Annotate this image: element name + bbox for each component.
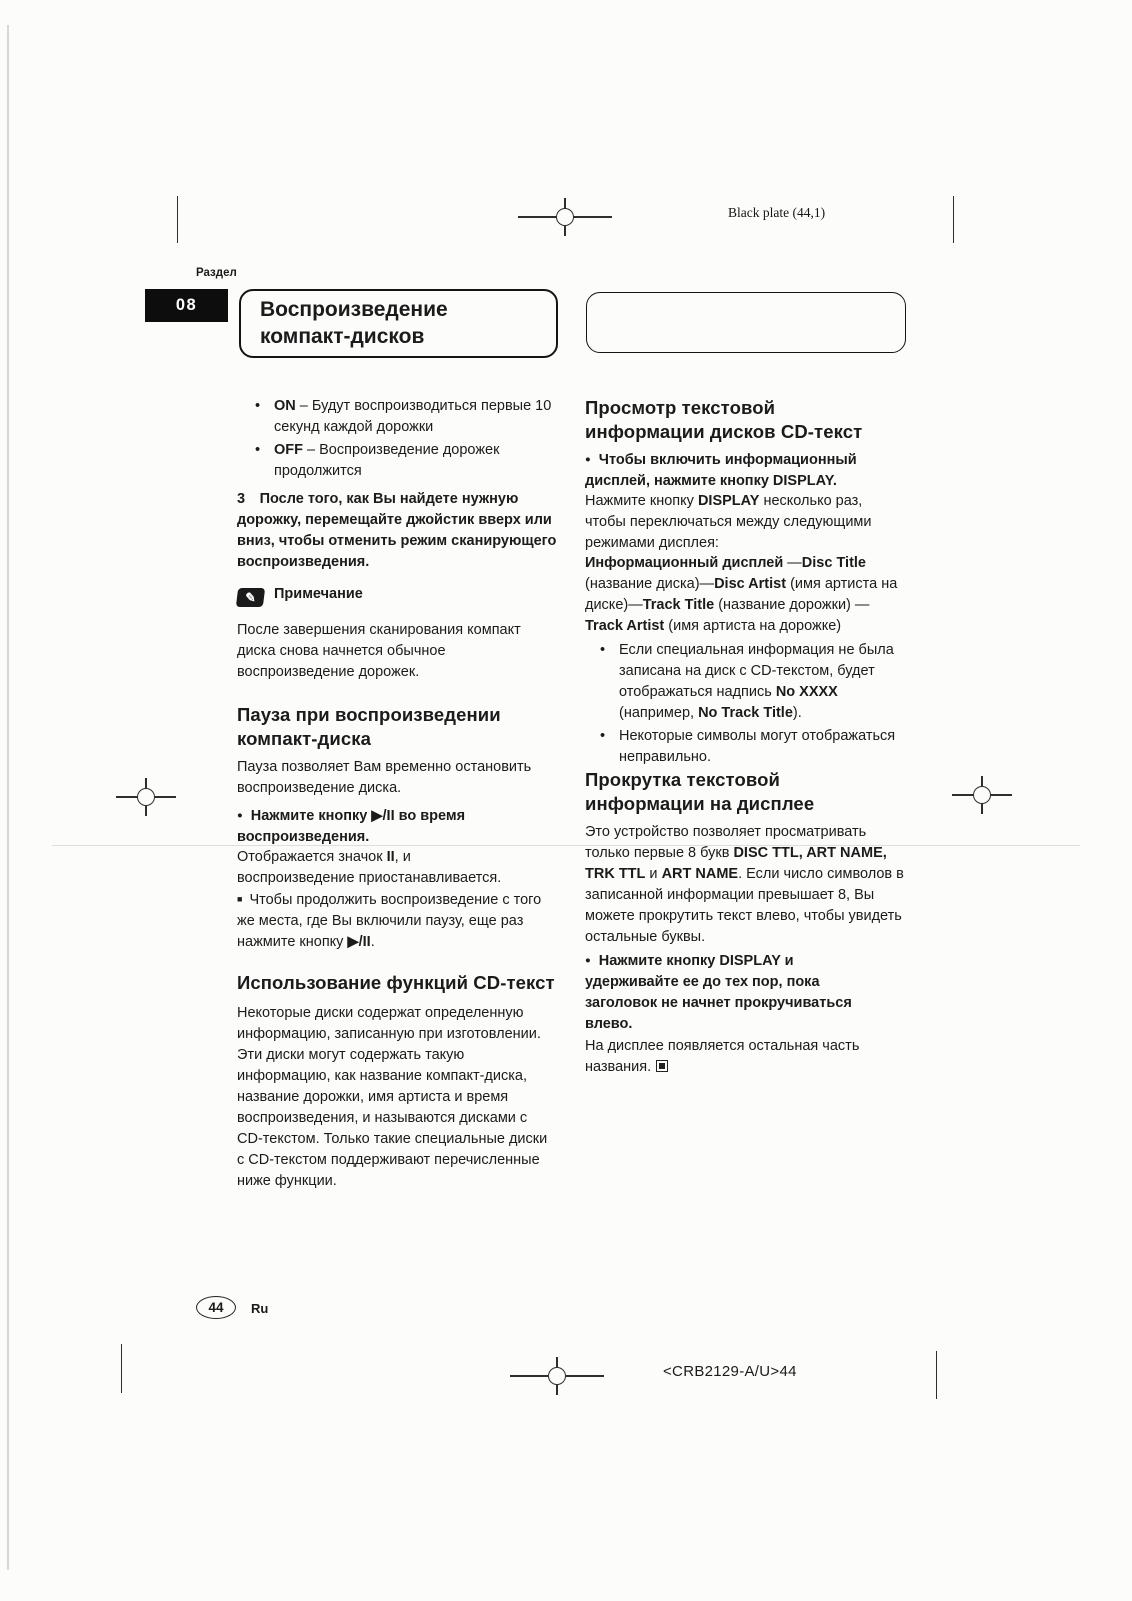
note-item-text: Если специальная информация не была записана на диск с CD-текстом, будет отображаться надпись No XXXX (например, No Track Title). <box>619 642 894 721</box>
section-heading-cdtext: Использование функций CD-текст <box>237 972 555 993</box>
step-3-text: 3 После того, как Вы найдете нужную дорожку, перемещайте джойстик вверх или вниз, чтобы отменить режим сканирующего воспроизведения. <box>237 491 557 570</box>
crop-mark-bottom-left <box>121 1344 122 1393</box>
scroll-action-step <box>585 950 880 1035</box>
section-heading-pause: Пауза при воспроизведении компакт-диска <box>237 704 501 749</box>
list-item <box>600 640 902 724</box>
action-bullet-icon: ● <box>585 454 591 465</box>
bullet-icon: • <box>255 442 261 458</box>
list-item <box>255 440 555 482</box>
option-list <box>255 396 555 482</box>
section-label: Раздел <box>196 267 237 279</box>
view-action-step <box>585 449 885 492</box>
crop-mark-top-right <box>953 196 954 243</box>
scan-artifact-line <box>7 25 9 1570</box>
scroll-closing <box>585 1036 907 1078</box>
pause-substep-text: Чтобы продолжить воспроизведение с того же места, где Вы включили паузу, еще раз нажмите кнопку ▶/II. <box>237 892 542 950</box>
view-para1: Нажмите кнопку DISPLAY несколько раз, чтобы переключаться между следующими режимами дисплея: <box>585 493 872 551</box>
section-heading-scroll: Прокрутка текстовой информации на дисплее <box>585 769 815 814</box>
registration-mark-right <box>952 776 1012 814</box>
note-header <box>237 586 363 607</box>
note-label: Примечание <box>274 586 363 602</box>
chapter-title-box <box>239 289 558 358</box>
action-bullet-icon: ● <box>237 810 243 821</box>
section-number-badge: 08 <box>145 289 228 322</box>
crop-mark-top-left <box>177 196 178 243</box>
bullet-icon: • <box>255 398 261 414</box>
end-of-section-icon <box>656 1060 668 1072</box>
pause-substep <box>237 889 559 953</box>
list-item <box>255 396 555 438</box>
bullet-icon: • <box>600 728 606 744</box>
language-label: Ru <box>251 1301 269 1316</box>
plate-info: Black plate (44,1) <box>728 205 826 220</box>
pause-intro: Пауза позволяет Вам временно остановить воспроизведение диска. <box>237 759 532 796</box>
option-text: OFF – Воспроизведение дорожек продолжится <box>274 442 500 479</box>
page-number-badge: 44 <box>196 1296 236 1319</box>
scroll-action-text: Нажмите кнопку DISPLAY и удерживайте ее до тех пор, пока заголовок не начнет прокручиваться влево. <box>585 953 852 1032</box>
view-note-list <box>600 640 902 768</box>
chapter-title-line: Воспроизведение <box>260 298 448 321</box>
pause-action-step <box>237 805 537 848</box>
chapter-title-line: компакт-дисков <box>260 325 425 348</box>
scroll-closing-text: На дисплее появляется остальная часть названия. <box>585 1038 860 1075</box>
bullet-icon: • <box>600 642 606 658</box>
pause-result: Отображается значок II, и воспроизведение приостанавливается. <box>237 849 502 886</box>
pause-action-text: Нажмите кнопку ▶/II во время воспроизведения. <box>237 808 466 845</box>
cdtext-body: Некоторые диски содержат определенную информацию, записанную при изготовлении. Эти диски могут содержать такую информацию, как название компакт-диска, название дорожки, имя артиста и время воспроизведения, и называются дисками с CD-текстом. Только такие специальные диски с CD-текстом поддерживают перечисленные ниже функции. <box>237 1005 548 1189</box>
registration-mark-bottom <box>510 1357 604 1395</box>
view-para2: Информационный дисплей —Disc Title (название диска)—Disc Artist (имя артиста на диске)—Track Title (название дорожки) —Track Artist (имя артиста на дорожке) <box>585 555 898 634</box>
action-bullet-icon: ● <box>585 955 591 966</box>
section-heading-view: Просмотр текстовой информации дисков CD-текст <box>585 397 863 442</box>
plate-code: <CRB2129-A/U>44 <box>663 1363 797 1380</box>
scan-artifact-rule <box>52 845 1080 846</box>
scroll-body: Это устройство позволяет просматривать только первые 8 букв DISC TTL, ART NAME, TRK TTL и ART NAME. Если число символов в записанной информации превышает 8, Вы можете прокрутить текст влево, чтобы увидеть остальные буквы. <box>585 824 904 945</box>
list-item <box>600 726 902 768</box>
option-text: ON – Будут воспроизводиться первые 10 секунд каждой дорожки <box>274 398 552 435</box>
crop-mark-bottom-right <box>936 1351 937 1399</box>
note-pencil-icon: ✎ <box>236 588 265 607</box>
registration-mark-left <box>116 778 176 816</box>
note-item-text: Некоторые символы могут отображаться неправильно. <box>619 728 896 765</box>
note-text: После завершения сканирования компакт диска снова начнется обычное воспроизведение дорожек. <box>237 622 521 680</box>
substep-square-icon: ■ <box>237 894 243 904</box>
registration-mark-top <box>518 198 612 236</box>
view-action-text: Чтобы включить информационный дисплей, нажмите кнопку DISPLAY. <box>585 452 857 489</box>
empty-header-box <box>586 292 906 353</box>
